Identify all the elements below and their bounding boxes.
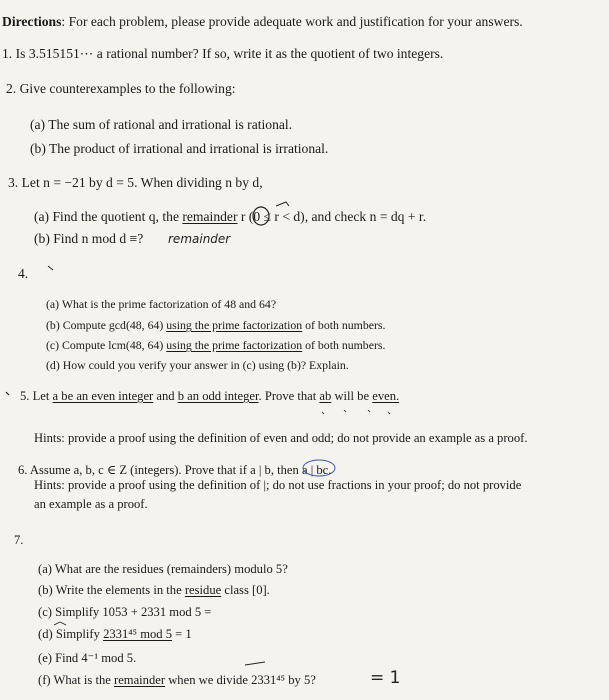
- problem-5-text-4: will be: [331, 389, 373, 403]
- problem-7d-text-end: = 1: [172, 627, 192, 641]
- problem-3a: [34, 209, 426, 225]
- problem-3b-text: (b) Find n mod d ≡?: [34, 231, 144, 246]
- cross-mark-7d: [54, 622, 66, 625]
- problem-7b-text-end: class [0].: [221, 583, 270, 597]
- problem-4b-underlined: using the prime factorization: [166, 318, 303, 332]
- problem-4c-text: (c) Compute lcm(48, 64): [46, 338, 167, 352]
- problem-7f: [38, 673, 316, 688]
- problem-5-number: 5.: [20, 389, 30, 403]
- problem-4c-underlined: using the prime factorization: [166, 338, 303, 352]
- directions-text: : For each problem, please provide adequate work and justification for your answers.: [61, 14, 523, 29]
- problem-5-text-3: . Prove that: [258, 389, 320, 403]
- problem-7b-text: (b) Write the elements in the: [38, 583, 185, 597]
- problem-2: [6, 81, 236, 97]
- directions-line: [2, 14, 523, 30]
- problem-6-hint-line-1: Hints: provide a proof using the definition of |; do not use fractions in your proof; do not provide: [34, 478, 522, 492]
- strike-mark-7e: [245, 662, 265, 665]
- problem-4-number: 4.: [18, 266, 29, 281]
- problem-4b-text: (b) Compute gcd(48, 64): [46, 318, 167, 332]
- problem-3a-text-end: r (0 ≤ r < d), and check n = dq + r.: [237, 209, 427, 224]
- problem-7b: [38, 583, 270, 598]
- problem-7f-underlined: remainder: [114, 673, 166, 687]
- dot-marks-5: [322, 410, 390, 414]
- handwritten-remainder-note: remainder: [168, 232, 231, 246]
- problem-4c-text-end: of both numbers.: [302, 338, 386, 352]
- problem-5-underlined-1: a be an even integer: [52, 389, 154, 403]
- problem-3-number: 3.: [8, 175, 19, 190]
- problem-2-number: 2.: [6, 81, 17, 96]
- problem-2a: (a) The sum of rational and irrational is rational.: [30, 117, 293, 132]
- problem-6-hint-line-2: an example as a proof.: [34, 497, 148, 511]
- problem-5-hint: Hints: provide a proof using the definition of even and odd; do not provide an example as a proof.: [34, 431, 528, 445]
- problem-7e: (e) Find 4⁻¹ mod 5.: [38, 651, 137, 665]
- problem-3a-underlined: remainder: [182, 209, 238, 224]
- handwritten-answer-7f: = 1: [370, 668, 401, 688]
- problem-3: [8, 175, 263, 191]
- problem-5-underlined-3: ab: [319, 389, 332, 403]
- problem-5-underlined-2: b an odd integer: [177, 389, 259, 403]
- problem-5: [20, 389, 399, 404]
- problem-2-text: Give counterexamples to the following:: [19, 81, 236, 96]
- check-scribble-mark: [276, 202, 289, 206]
- problem-7b-underlined: residue: [184, 583, 222, 597]
- problem-2b: (b) The product of irrational and irrational is irrational.: [30, 141, 329, 156]
- problem-3-text: Let n = −21 by d = 5. When dividing n by d,: [21, 175, 263, 190]
- problem-7-number: 7.: [14, 533, 24, 547]
- problem-4d: (d) How could you verify your answer in (c) using (b)? Explain.: [46, 358, 349, 372]
- problem-6-number: 6.: [18, 463, 28, 477]
- tick-mark-4: [48, 266, 53, 270]
- problem-5-underlined-4: even.: [372, 389, 400, 403]
- margin-mark-5: [6, 392, 9, 395]
- problem-7d: [38, 627, 192, 642]
- problem-7f-text: (f) What is the: [38, 673, 115, 687]
- problem-6-text: Assume a, b, c ∈ Z (integers). Prove that if a | b, then a | bc.: [29, 463, 332, 477]
- problem-4b: [46, 318, 385, 333]
- problem-7d-underlined: 2331⁴⁵ mod 5: [103, 627, 173, 641]
- problem-4a: (a) What is the prime factorization of 48 and 64?: [46, 297, 277, 311]
- problem-7c: (c) Simplify 1053 + 2331 mod 5 =: [38, 605, 212, 619]
- problem-1-text: Is 3.515151⋯ a rational number? If so, write it as the quotient of two integers.: [15, 46, 444, 61]
- problem-1-number: 1.: [2, 46, 13, 61]
- problem-5-text-2: and: [153, 389, 178, 403]
- problem-4c: [46, 338, 385, 353]
- problem-7d-text: (d) Simplify: [38, 627, 104, 641]
- problem-5-text-1: Let: [32, 389, 53, 403]
- problem-7a: (a) What are the residues (remainders) modulo 5?: [38, 562, 288, 576]
- problem-7f-text-end: when we divide 2331⁴⁵ by 5?: [165, 673, 316, 687]
- problem-4b-text-end: of both numbers.: [302, 318, 386, 332]
- problem-3b: [34, 231, 143, 247]
- problem-3a-text: (a) Find the quotient q, the: [34, 209, 183, 224]
- problem-1: [2, 46, 443, 62]
- problem-6: [18, 462, 331, 478]
- directions-label: Directions: [2, 14, 62, 29]
